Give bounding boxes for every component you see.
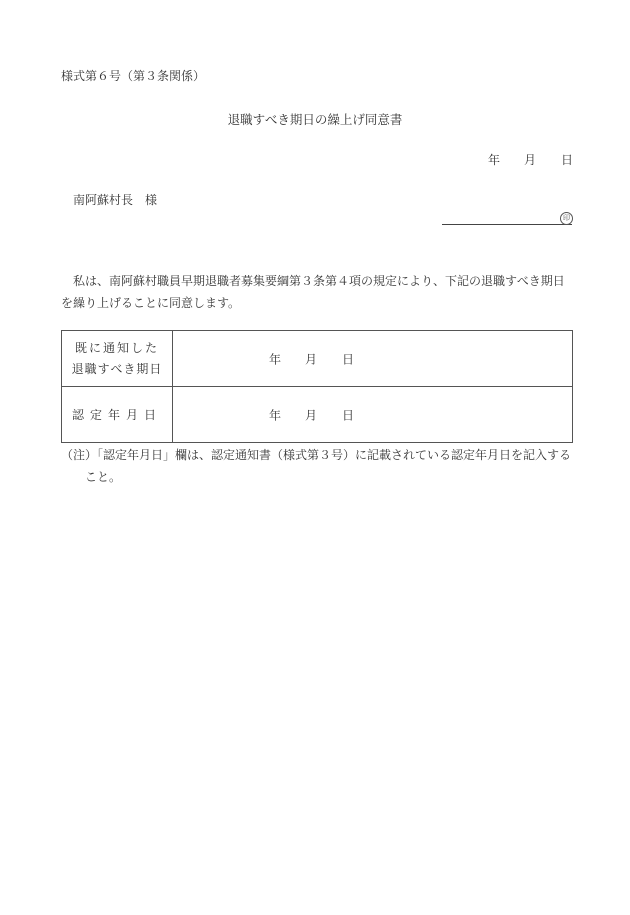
seal-icon: 印 — [560, 212, 573, 225]
month-label: 月 — [305, 352, 318, 366]
signature-line — [442, 224, 572, 225]
table-row-notified-date — [62, 331, 573, 387]
date-day-label: 日 — [561, 153, 574, 167]
year-label: 年 — [269, 408, 282, 422]
label-notified-retirement-date — [62, 331, 173, 387]
table-row-certification-date — [62, 387, 573, 443]
consent-statement: 私は、南阿蘇村職員早期退職者募集要綱第３条第４項の規定により、下記の退職すべき期日を繰り上げることに同意します。 — [61, 274, 565, 310]
year-label: 年 — [269, 352, 282, 366]
document-title: 退職すべき期日の繰上げ同意書 — [227, 112, 403, 127]
certification-date-field — [173, 387, 573, 443]
ymd-fields — [269, 350, 354, 367]
day-label: 日 — [342, 408, 355, 422]
notified-retirement-date-field — [173, 331, 573, 387]
day-label: 日 — [342, 352, 355, 366]
footnote: （注）「認定年月日」欄は、認定通知書（様式第３号）に記載されている認定年月日を記入すること。 — [61, 448, 572, 484]
addressee: 南阿蘇村長 様 — [73, 193, 158, 207]
form-number: 様式第６号（第３条関係） — [61, 69, 206, 83]
ymd-fields — [269, 406, 354, 423]
label-line2: 退職すべき期日 — [71, 361, 163, 376]
date-table — [61, 330, 573, 443]
label-line1: 既に通知した — [74, 340, 159, 355]
date-line — [488, 151, 573, 168]
date-year-label: 年 — [488, 153, 501, 167]
date-month-label: 月 — [524, 153, 537, 167]
label-certification-date: 認定年月日 — [62, 387, 173, 443]
month-label: 月 — [305, 408, 318, 422]
